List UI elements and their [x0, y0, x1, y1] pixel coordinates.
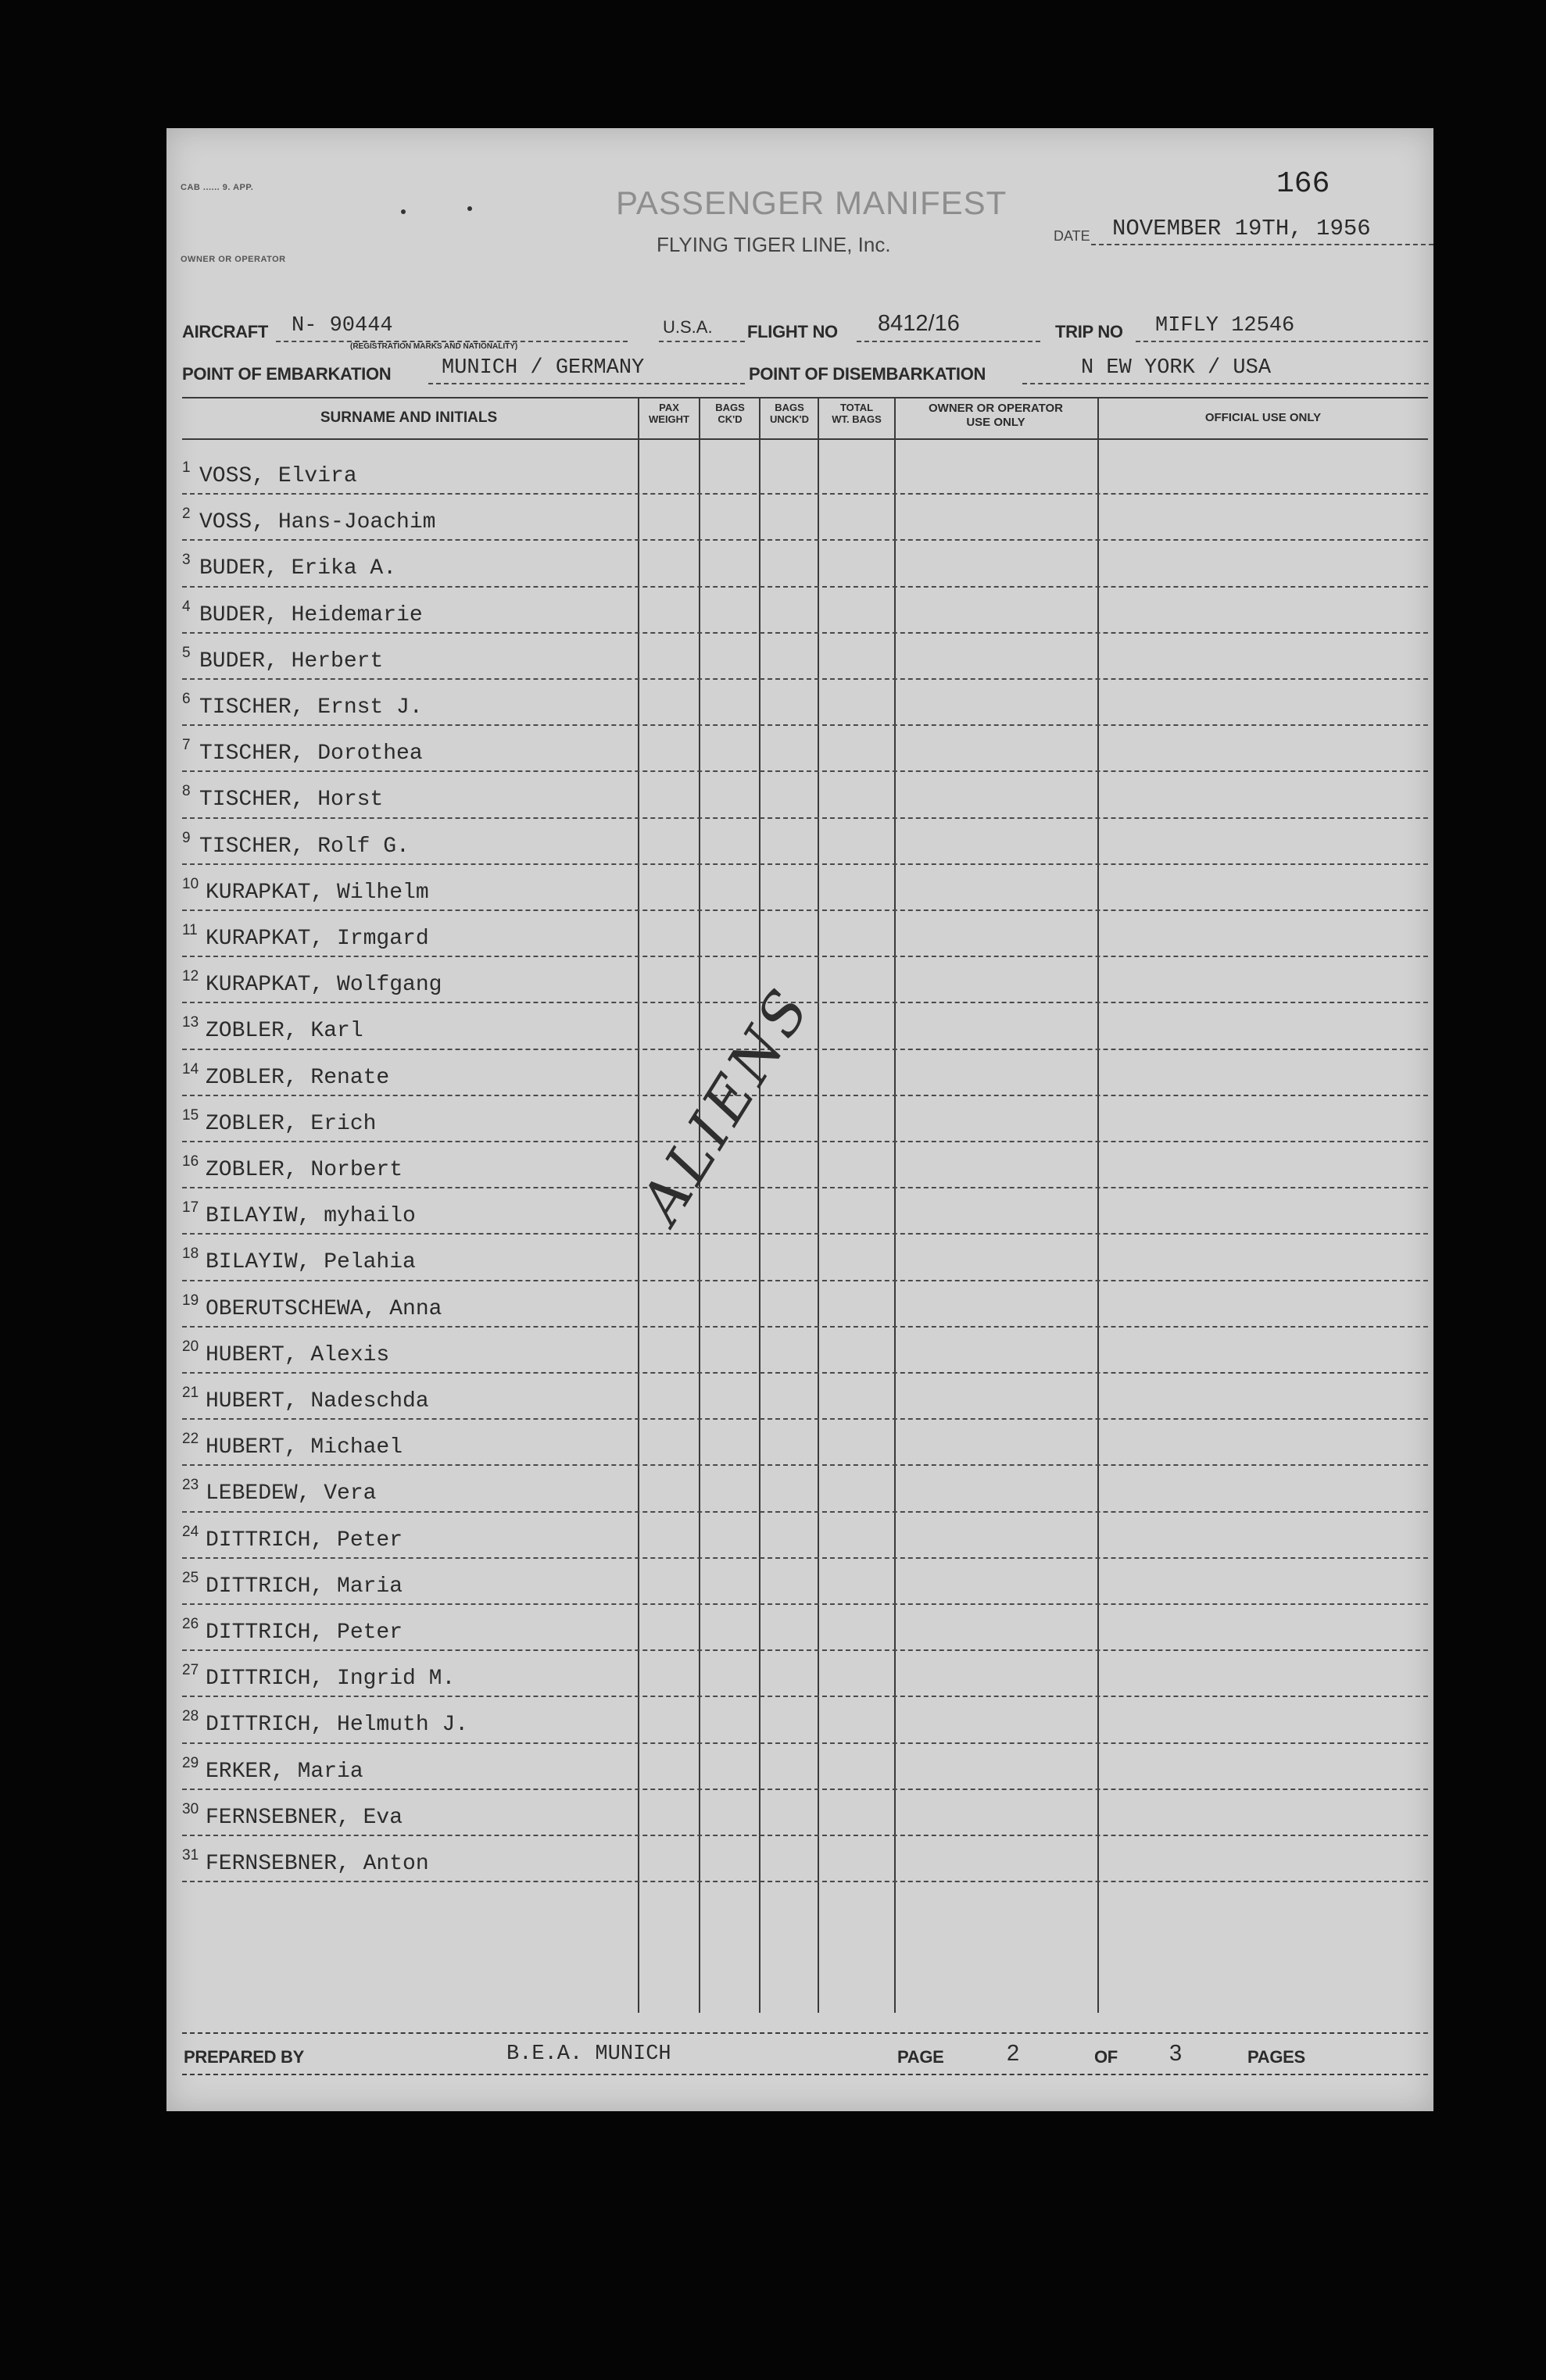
cab-form-number: CAB ...... 9. APP.	[181, 183, 254, 192]
row-number: 20	[182, 1338, 199, 1355]
row-number: 10	[182, 875, 199, 892]
table-row	[166, 727, 1433, 774]
row-rule	[182, 1603, 1428, 1605]
usa-label: U.S.A.	[663, 317, 713, 337]
row-rule	[182, 678, 1428, 680]
row-number: 7	[182, 737, 191, 754]
row-number: 17	[182, 1199, 199, 1217]
passenger-name: VOSS, Elvira	[199, 464, 357, 488]
row-number: 27	[182, 1662, 199, 1679]
row-number: 1	[182, 459, 191, 476]
col-bags-unckd	[760, 402, 818, 425]
embarkation-underline	[428, 383, 745, 384]
row-rule	[182, 724, 1428, 726]
passenger-name: ZOBLER, Norbert	[206, 1158, 403, 1182]
disembarkation-value: N EW YORK / USA	[1081, 356, 1272, 380]
airline-name: FLYING TIGER LINE, Inc.	[657, 233, 891, 256]
passenger-name: TISCHER, Horst	[199, 788, 384, 813]
trip-number-label: TRIP NO	[1055, 322, 1123, 341]
row-rule	[182, 1326, 1428, 1328]
col-total-wt-line2: WT. BAGS	[832, 413, 882, 425]
passenger-name: DITTRICH, Ingrid M.	[206, 1667, 456, 1692]
passenger-name: FERNSEBNER, Anton	[206, 1852, 429, 1876]
table-row	[166, 820, 1433, 867]
row-rule	[182, 1049, 1428, 1050]
registration-note: (REGISTRATION MARKS AND NATIONALITY)	[350, 342, 518, 351]
row-rule	[182, 493, 1428, 495]
col-bags-unckd-line2: UNCK'D	[769, 413, 810, 425]
row-number: 5	[182, 644, 191, 661]
table-row	[166, 867, 1433, 913]
passenger-name: DITTRICH, Maria	[206, 1574, 403, 1599]
col-total-wt	[819, 402, 894, 425]
table-row	[166, 681, 1433, 727]
row-rule	[182, 1557, 1428, 1559]
row-number: 28	[182, 1708, 199, 1725]
date-value: NOVEMBER 19TH, 1956	[1112, 216, 1371, 241]
col-bags-ckd-line1: BAGS	[715, 402, 745, 413]
table-row	[166, 589, 1433, 635]
passenger-name: KURAPKAT, Wilhelm	[206, 880, 429, 905]
table-row	[166, 1144, 1433, 1190]
row-rule	[182, 1649, 1428, 1651]
passenger-name: TISCHER, Dorothea	[199, 742, 423, 767]
manifest-sheet	[166, 128, 1433, 2111]
pages-label: PAGES	[1247, 2047, 1305, 2067]
row-rule	[182, 1835, 1428, 1836]
passenger-name: KURAPKAT, Wolfgang	[206, 973, 442, 998]
embarkation-value: MUNICH / GERMANY	[442, 356, 645, 380]
row-number: 21	[182, 1385, 199, 1401]
handwritten-aliens-note: ALIENS	[628, 974, 825, 1235]
row-rule	[182, 817, 1428, 819]
of-value: 3	[1169, 2041, 1183, 2066]
aircraft-label: AIRCRAFT	[182, 322, 269, 341]
passenger-name: DITTRICH, Peter	[206, 1621, 403, 1645]
table-row	[166, 542, 1433, 588]
passenger-name: BILAYIW, myhailo	[206, 1204, 416, 1229]
col-owner-line1: OWNER OR OPERATOR	[929, 402, 1063, 415]
page-number: 166	[1276, 167, 1330, 201]
row-number: 14	[182, 1060, 199, 1077]
row-number: 2	[182, 506, 191, 523]
col-official-use: OFFICIAL USE ONLY	[1204, 411, 1322, 424]
passenger-name: VOSS, Hans-Joachim	[199, 510, 436, 535]
passenger-name: ERKER, Maria	[206, 1759, 363, 1784]
row-number: 16	[182, 1153, 199, 1170]
row-rule	[182, 539, 1428, 541]
passenger-name: HUBERT, Nadeschda	[206, 1389, 429, 1413]
flight-underline	[857, 341, 1040, 342]
row-number: 31	[182, 1847, 199, 1864]
row-number: 24	[182, 1523, 199, 1540]
row-number: 25	[182, 1569, 199, 1586]
row-rule	[182, 1095, 1428, 1096]
passenger-name: LEBEDEW, Vera	[206, 1481, 377, 1506]
row-number: 13	[182, 1014, 199, 1031]
row-rule	[182, 1881, 1428, 1882]
row-rule	[182, 1187, 1428, 1188]
footer-top-rule	[182, 2032, 1428, 2034]
col-pax-weight	[639, 402, 699, 425]
row-rule	[182, 1372, 1428, 1374]
passenger-name: ZOBLER, Erich	[206, 1111, 377, 1136]
passenger-name: BUDER, Heidemarie	[199, 602, 423, 627]
row-number: 29	[182, 1754, 199, 1771]
col-bags-ckd	[700, 402, 760, 425]
passenger-name: ZOBLER, Karl	[206, 1019, 363, 1044]
col-bags-ckd-line2: CK'D	[718, 413, 743, 425]
usa-underline	[659, 341, 745, 342]
table-row	[166, 1421, 1433, 1467]
row-number: 19	[182, 1292, 199, 1309]
row-number: 26	[182, 1616, 199, 1632]
passenger-name: BILAYIW, Pelahia	[206, 1250, 416, 1275]
col-surname: SURNAME AND INITIALS	[320, 409, 498, 426]
row-number: 15	[182, 1106, 199, 1124]
row-rule	[182, 1141, 1428, 1142]
row-number: 11	[182, 922, 198, 938]
footer-bottom-rule	[182, 2074, 1428, 2075]
prepared-by-value: B.E.A. MUNICH	[506, 2042, 671, 2066]
row-number: 18	[182, 1245, 199, 1263]
page-label: PAGE	[897, 2047, 944, 2067]
row-rule	[182, 909, 1428, 911]
row-number: 23	[182, 1477, 199, 1494]
table-top-rule	[182, 397, 1428, 398]
prepared-by-label: PREPARED BY	[184, 2047, 304, 2067]
disembarkation-underline	[1022, 383, 1429, 384]
passenger-name: TISCHER, Rolf G.	[199, 834, 410, 859]
passenger-name: TISCHER, Ernst J.	[199, 695, 423, 720]
passenger-name: HUBERT, Michael	[206, 1435, 403, 1460]
table-row	[166, 1052, 1433, 1098]
row-rule	[182, 770, 1428, 772]
table-row	[166, 1838, 1433, 1884]
passenger-name: HUBERT, Alexis	[206, 1342, 390, 1367]
table-row	[166, 1329, 1433, 1375]
row-rule	[182, 1511, 1428, 1513]
row-rule	[182, 1233, 1428, 1235]
row-rule	[182, 1464, 1428, 1466]
trip-number-value: MIFLY 12546	[1155, 314, 1295, 338]
table-row	[166, 1467, 1433, 1513]
row-number: 6	[182, 691, 191, 707]
col-pax-weight-line2: WEIGHT	[649, 413, 689, 425]
passenger-name: DITTRICH, Peter	[206, 1528, 403, 1553]
owner-operator-label: OWNER OR OPERATOR	[181, 255, 286, 264]
row-number: 22	[182, 1431, 199, 1448]
passenger-name: KURAPKAT, Irmgard	[206, 927, 429, 951]
row-number: 9	[182, 829, 191, 846]
aircraft-registration: N- 90444	[292, 314, 393, 338]
flight-number-label: FLIGHT NO	[747, 322, 838, 341]
table-row	[166, 1098, 1433, 1144]
col-bags-unckd-line1: BAGS	[775, 402, 804, 413]
table-row	[166, 1236, 1433, 1282]
row-number: 30	[182, 1800, 199, 1817]
passenger-name: DITTRICH, Helmuth J.	[206, 1713, 469, 1738]
passenger-name: ZOBLER, Renate	[206, 1065, 390, 1090]
table-row	[166, 1792, 1433, 1838]
table-row	[166, 774, 1433, 820]
date-label: DATE	[1054, 228, 1090, 244]
table-row	[166, 1190, 1433, 1236]
disembarkation-label: POINT OF DISEMBARKATION	[749, 364, 986, 384]
flight-number-value: 8412/16	[878, 311, 960, 336]
dot-mark	[401, 209, 406, 214]
row-number: 8	[182, 783, 191, 800]
table-row	[166, 1560, 1433, 1606]
passenger-name: BUDER, Erika A.	[199, 556, 397, 581]
header-bottom-rule	[182, 438, 1428, 440]
row-number: 12	[182, 968, 199, 985]
passenger-name: BUDER, Herbert	[199, 649, 384, 674]
row-rule	[182, 1789, 1428, 1790]
table-row	[166, 450, 1433, 496]
col-pax-weight-line1: PAX	[659, 402, 679, 413]
row-rule	[182, 1418, 1428, 1420]
col-total-wt-line1: TOTAL	[839, 402, 874, 413]
row-rule	[182, 632, 1428, 634]
dot-mark	[467, 206, 472, 211]
table-row	[166, 1375, 1433, 1421]
row-number: 3	[182, 552, 191, 569]
page-value: 2	[1007, 2041, 1020, 2066]
table-row	[166, 1653, 1433, 1699]
table-row	[166, 1283, 1433, 1329]
table-row	[166, 1606, 1433, 1653]
form-title: PASSENGER MANIFEST	[616, 184, 1007, 221]
row-rule	[182, 1280, 1428, 1281]
row-rule	[182, 956, 1428, 957]
table-row	[166, 1746, 1433, 1792]
table-row	[166, 913, 1433, 959]
date-underline	[1091, 244, 1433, 245]
of-label: OF	[1094, 2047, 1118, 2067]
col-owner-operator	[896, 402, 1096, 430]
row-rule	[182, 586, 1428, 588]
row-rule	[182, 1696, 1428, 1697]
table-row	[166, 496, 1433, 542]
passenger-name: FERNSEBNER, Eva	[206, 1805, 403, 1830]
trip-underline	[1136, 341, 1428, 342]
table-row	[166, 1699, 1433, 1745]
table-row	[166, 635, 1433, 681]
row-number: 4	[182, 598, 191, 615]
col-owner-line2: USE ONLY	[966, 416, 1025, 429]
row-rule	[182, 1742, 1428, 1744]
embarkation-label: POINT OF EMBARKATION	[182, 364, 392, 384]
table-row	[166, 1514, 1433, 1560]
passenger-name: OBERUTSCHEWA, Anna	[206, 1296, 442, 1321]
row-rule	[182, 863, 1428, 865]
